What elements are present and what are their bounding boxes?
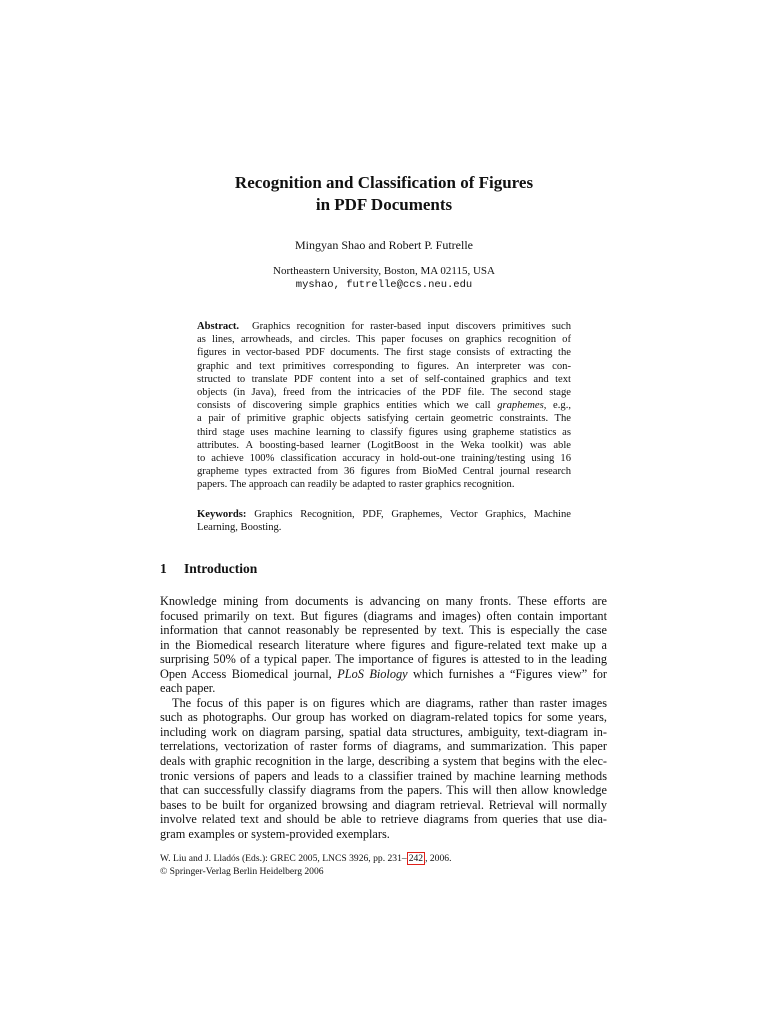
title-line-2: in PDF Documents: [315, 195, 453, 214]
italic-term: graphemes: [497, 400, 544, 412]
abstract: [197, 320, 571, 492]
body-line: bases to be built for organized browsing and diagram retrieval. Retrieval will normally: [160, 797, 607, 812]
page-range-link[interactable]: 242: [408, 853, 424, 864]
body-line: information that cannot reasonably be represented by text. This is especially the case: [160, 623, 607, 638]
body-line: gram examples or system-provided exemplars.: [160, 826, 390, 841]
body-line: tronic versions of papers and leads to a classifier trained by machine learning methods: [160, 768, 607, 783]
italic-term: PLoS Biology: [337, 666, 408, 681]
body-line: focused primarily on text. But figures (diagrams and images) often contain important: [160, 608, 607, 623]
footer-line-1: [160, 852, 451, 865]
keywords-line-1: [197, 508, 571, 521]
footer-text: , 2006.: [425, 853, 452, 864]
abstract-label: Abstract.: [197, 321, 240, 332]
affiliation: Northeastern University, Boston, MA 02115, USA: [273, 265, 495, 277]
introduction-text: [160, 594, 607, 841]
body-line: Knowledge mining from documents is advancing on many fronts. These efforts are: [160, 594, 607, 608]
body-line: deals with graphic recognition in the large, describing a system that begins with the elec-: [160, 754, 607, 769]
body-line: such as photographs. Our group has worked on diagram-related topics for some years,: [160, 710, 607, 725]
body-line: terrelations, vectorization of raster forms of diagrams, and summarization. This paper: [160, 739, 607, 754]
section-number: 1: [160, 561, 167, 576]
abstract-text-line: objects (in Java), freed from the intricacies of the PDF file. The second stage: [197, 387, 571, 399]
abstract-text-line: consists of discovering simple graphics entities which we call graphemes, e.g.,: [197, 400, 571, 412]
paper-title: [160, 172, 608, 216]
abstract-text-line: grapheme types extracted from 36 figures from BioMed Central journal research: [197, 466, 571, 478]
abstract-text-line: Graphics recognition for raster-based input discovers primitives such: [251, 321, 572, 332]
affiliation-block: [160, 265, 608, 292]
abstract-text-line: graphic and text primitives corresponding to figures. An interpreter was con-: [197, 360, 571, 372]
body-line: including work on diagram parsing, spatial data structures, ambiguity, text-diagram in-: [160, 724, 607, 739]
copyright-line: © Springer-Verlag Berlin Heidelberg 2006: [160, 866, 324, 877]
authors: Mingyan Shao and Robert P. Futrelle: [295, 238, 473, 252]
abstract-text-line: to achieve 100% classification accuracy in hold-out-one training/testing using 16: [197, 453, 571, 465]
abstract-text-line: figures in vector-based PDF documents. The first stage consists of extracting the: [197, 347, 571, 359]
abstract-text-line: structed to translate PDF content into a set of self-contained graphics and text: [197, 373, 571, 385]
footer-citation: [160, 852, 451, 878]
keywords-text: Graphics Recognition, PDF, Graphemes, Vector Graphics, Machine: [254, 509, 571, 520]
abstract-text-line: papers. The approach can readily be adapted to raster graphics recognition.: [197, 479, 515, 491]
abstract-line-1: [197, 320, 571, 333]
section-heading: [160, 561, 257, 577]
footer-text: W. Liu and J. Lladós (Eds.): GREC 2005, LNCS 3926, pp. 231–: [160, 853, 407, 864]
body-line: in the Biomedical research literature where figures and figure-related text make up a: [160, 637, 607, 652]
body-line: The focus of this paper is on figures which are diagrams, rather than raster images: [172, 695, 607, 710]
section-title: Introduction: [184, 561, 258, 576]
abstract-text-line: a pair of primitive graphic objects satisfying certain geometric constraints. The: [197, 413, 571, 425]
title-line-1: Recognition and Classification of Figures: [234, 173, 534, 192]
emails: myshao, futrelle@ccs.neu.edu: [295, 278, 473, 291]
body-line-plos: Open Access Biomedical journal, PLoS Biology which furnishes a “Figures view” for: [160, 666, 607, 681]
keywords: [197, 508, 571, 534]
abstract-text-line: as lines, arrowheads, and circles. This paper focuses on graphics recognition of: [197, 334, 571, 346]
abstract-text-line: attributes. A boosting-based learner (LogitBoost in the Weka toolkit) was able: [197, 439, 571, 451]
abstract-text-line: third stage uses machine learning to classify figures using grapheme statistics as: [197, 426, 571, 438]
keywords-line-2: Learning, Boosting.: [197, 522, 282, 534]
body-line: involve related text and should be able to retrieve diagrams from queries that use dia-: [160, 812, 607, 827]
body-line: that can successfully classify diagrams from the papers. This will then allow knowledge: [160, 783, 607, 798]
body-line: surprising 50% of a typical paper. The importance of figures is attested to in the leading: [160, 652, 607, 667]
body-line: each paper.: [160, 681, 216, 696]
keywords-label: Keywords:: [197, 509, 247, 520]
